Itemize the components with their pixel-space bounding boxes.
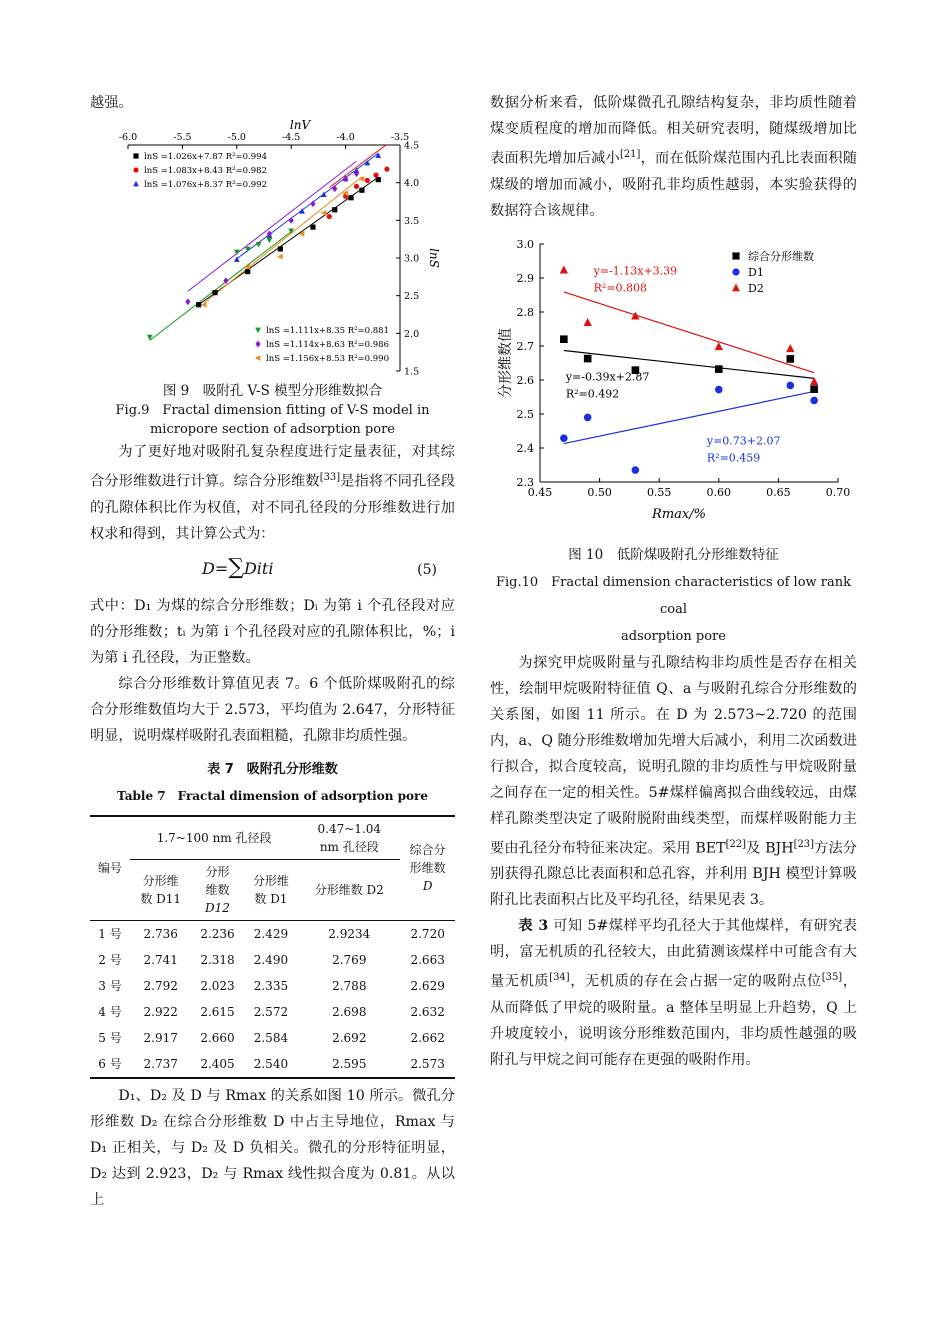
figure-10-caption-cn: 图 10 低阶煤吸附孔分形维数特征	[568, 546, 779, 563]
table-header-group1: 1.7~100 nm 孔径段	[130, 816, 298, 860]
legend-label: lnS =1.111x+8.35 R²=0.881	[266, 326, 389, 336]
y-tick-label: 2.5	[516, 407, 534, 421]
x-tick-label: 0.45	[527, 485, 553, 499]
table-cell: 6 号	[98, 1056, 122, 1071]
fit-r2: R²=0.808	[593, 281, 648, 295]
legend-label: D1	[748, 265, 764, 279]
table-cell: 2.236	[200, 926, 235, 941]
paragraph-table7-intro: 综合分形维数计算值见表 7。6 个低阶煤吸附孔的综合分形维数值均大于 2.573，平均值为 2.647，分形特征明显，说明煤样吸附孔表面粗糙，孔隙非均质性强。	[90, 675, 455, 744]
table-cell: 2.584	[253, 1030, 289, 1045]
table-cell: 2.023	[200, 978, 235, 993]
table-row	[90, 999, 455, 1025]
y-tick-label: 1.5	[404, 366, 420, 378]
y-tick-label: 2.7	[516, 339, 534, 353]
data-point	[185, 298, 190, 305]
data-point	[632, 466, 640, 474]
table-cell: 2.318	[200, 952, 235, 967]
table-cell: 2.788	[332, 978, 367, 993]
table-7-title-cn: 表 7 吸附孔分形维数	[207, 761, 338, 777]
equation-body: D=∑Diti	[202, 554, 274, 580]
paragraph-table3: 表 3 可知 5#煤样平均孔径大于其他煤样，有研究表明，富无机质的孔径较大，由此猜测该煤样中可能含有大量无机质[34]，无机质的存在会占据一定的吸附点位[35]，从而降低了甲烷的吸附量。a 整体呈明显上升趋势，Q 上升坡度较小，说明该分形维数范围内，非均质性越强的吸附孔与甲烷之间可能存在更强的吸附作用。	[490, 918, 858, 1069]
data-point	[560, 434, 568, 442]
data-point	[786, 344, 794, 352]
data-point	[560, 265, 568, 273]
data-point	[787, 381, 795, 389]
data-point	[256, 242, 262, 247]
legend-label: 综合分形维数	[748, 249, 814, 263]
x-tick-label: -3.5	[390, 132, 410, 143]
table-header-d2: 分形维数 D2	[314, 882, 384, 897]
data-point	[245, 269, 250, 274]
y-axis-label: lnS	[427, 248, 441, 268]
data-point	[584, 318, 592, 326]
table-7	[90, 815, 455, 1079]
data-point	[584, 413, 592, 421]
data-point	[332, 207, 337, 212]
paragraph-methane-adsorption: 为探究甲烷吸附量与孔隙结构非均质性是否存在相关性，绘制甲烷吸附特征值 Q、a 与吸附孔综合分形维数的关系图，如图 11 所示。在 D 为 2.573~2.720 的范围内，a、Q 随分形维数增加先增大后减小，利用二次函数进行拟合，拟合度较高，说明孔隙的非均质性与甲烷吸附量之间存在一定的相关性。5#煤样偏离拟合曲线较远，由煤样孔隙类型决定了吸附脱附曲线类型，而煤样吸附能力主要由孔径分布特征来决定。采用 BET[22]及 BJH[23]方法分别获得孔隙总比表面积和总孔容，并利用 BJH 模型计算吸附孔比表面积占比及平均孔径，结果见表 3。	[490, 654, 857, 909]
paragraph-continuation: 越强。	[90, 95, 133, 111]
table-cell: 2.792	[143, 978, 178, 993]
table-cell: 2.917	[143, 1030, 178, 1045]
paragraph-composite-fractal: 为了更好地对吸附孔复杂程度进行定量表征，对其综合分形维数进行计算。综合分形维数[33]是指将不同孔径段的孔隙体积比作为权值，对不同孔径段的分形维数进行加权求和得到，其计算公式为：	[90, 444, 455, 542]
paragraph-fig10-discussion: D₁、D₂ 及 D 与 Rmax 的关系如图 10 所示。微孔分形维数 D₂ 在综合分形维数 D 中占主导地位，Rmax 与 D₁ 正相关，与 D₂ 及 D 负相关。微孔的分形特征明显，D₂ 达到 2.923，D₂ 与 Rmax 线性拟合度为 0.81。从以上	[90, 1087, 455, 1208]
table-cell: 2.663	[410, 952, 445, 967]
data-point	[212, 290, 217, 295]
table-cell: 2.629	[410, 978, 445, 993]
x-tick-label: -4.5	[282, 132, 301, 143]
y-tick-label: 3.5	[404, 215, 420, 227]
fit-equation: y=0.73+2.07	[706, 434, 781, 448]
table-cell: 2.9234	[328, 926, 371, 941]
table-cell: 2.737	[143, 1056, 178, 1071]
legend-label: lnS =1.076x+8.37 R²=0.992	[144, 180, 267, 190]
data-point	[277, 254, 282, 260]
data-point	[715, 385, 723, 393]
legend-marker	[732, 252, 739, 259]
fit-equation: y=-0.39x+2.87	[565, 370, 650, 384]
legend-marker	[133, 167, 138, 172]
x-axis-label: lnV	[289, 118, 311, 132]
y-tick-label: 2.4	[516, 441, 534, 455]
x-tick-label: 0.55	[646, 485, 672, 499]
data-point	[310, 225, 315, 230]
data-point	[321, 210, 326, 216]
equation-5	[90, 547, 455, 593]
y-axis-label: 分形维数值	[498, 327, 514, 398]
fit-line	[204, 177, 362, 303]
table-cell: 2.662	[410, 1030, 445, 1045]
table-cell: 2.615	[200, 1004, 235, 1019]
figure-9-caption-en-1: Fig.9 Fractal dimension fitting of V-S model in	[115, 403, 430, 418]
y-tick-label: 3.0	[404, 253, 420, 265]
x-tick-label: -4.0	[336, 132, 355, 143]
legend-marker	[255, 341, 260, 348]
table-cell: 2.405	[200, 1056, 235, 1071]
figure-10-caption-en-1: Fig.10 Fractal dimension characteristics of low rank coal	[495, 574, 852, 617]
data-point	[267, 238, 273, 243]
fit-line	[564, 292, 814, 373]
x-tick-label: -6.0	[118, 132, 138, 143]
legend-label: lnS =1.083x+8.43 R²=0.982	[144, 166, 267, 176]
table-header-d11: 分形维 数 D11	[140, 873, 182, 906]
table-header-id: 编号	[97, 861, 122, 876]
data-point	[365, 178, 370, 183]
table-cell: 2.595	[332, 1056, 367, 1071]
x-tick-label: 0.50	[587, 485, 612, 499]
y-tick-label: 2.8	[516, 305, 534, 319]
fit-equation: y=-1.13x+3.39	[593, 264, 678, 278]
y-tick-label: 4.0	[404, 178, 420, 190]
table-cell: 3 号	[98, 978, 122, 993]
table-cell: 2.741	[143, 952, 178, 967]
fit-r2: R²=0.492	[565, 387, 620, 401]
legend-marker	[732, 268, 739, 275]
figure-9-chart	[90, 118, 455, 380]
y-tick-label: 4.5	[404, 140, 420, 152]
data-point	[560, 335, 568, 343]
fit-r2: R²=0.459	[706, 451, 761, 465]
table-cell: 2.698	[332, 1004, 367, 1019]
y-tick-label: 3.0	[516, 237, 534, 251]
x-axis-label: Rmax/%	[652, 506, 706, 522]
data-point	[715, 365, 723, 373]
figure-9-caption-cn: 图 9 吸附孔 V-S 模型分形维数拟合	[162, 383, 383, 399]
legend-label: lnS =1.156x+8.53 R²=0.990	[266, 354, 389, 364]
y-tick-label: 2.3	[516, 475, 534, 489]
data-point	[787, 355, 795, 363]
table-7-body	[90, 920, 455, 1078]
figure-10-caption-en-2: adsorption pore	[621, 628, 726, 644]
table-cell: 2.736	[143, 926, 178, 941]
x-tick-label: -5.0	[227, 132, 246, 143]
table-cell: 2.572	[253, 1004, 289, 1019]
table-row	[90, 1025, 455, 1051]
left-column	[90, 90, 455, 1213]
data-point	[332, 185, 337, 192]
figure-10-chart	[490, 236, 857, 536]
legend-label: lnS =1.114x+8.63 R²=0.986	[266, 340, 389, 350]
table-7-title-en: Table 7 Fractal dimension of adsorption pore	[116, 788, 428, 803]
y-tick-label: 2.9	[516, 271, 534, 285]
legend-label: D2	[748, 281, 764, 295]
table-cell: 2 号	[98, 952, 122, 967]
table-cell: 4 号	[98, 1004, 122, 1019]
y-tick-label: 2.0	[404, 328, 420, 340]
data-point	[327, 214, 332, 219]
table-cell: 2.692	[332, 1030, 367, 1045]
legend-marker	[255, 355, 260, 361]
table-cell: 2.632	[410, 1004, 445, 1019]
legend-label: lnS =1.026x+7.87 R²=0.994	[144, 152, 267, 162]
data-point	[278, 246, 283, 251]
table-header-d1: 分形维 数 D1	[252, 873, 289, 906]
table-cell: 2.922	[143, 1004, 178, 1019]
table-cell: 5 号	[98, 1030, 122, 1045]
x-tick-label: -5.5	[173, 132, 192, 143]
table-cell: 2.769	[332, 952, 367, 967]
x-tick-label: 0.60	[706, 485, 732, 499]
data-point	[196, 302, 201, 307]
data-point	[310, 200, 315, 207]
table-cell: 2.573	[410, 1056, 445, 1071]
table-row	[90, 1051, 455, 1078]
table-header-group2: 0.47~1.04 nm 孔径段	[298, 816, 400, 860]
legend-marker	[255, 328, 261, 333]
equation-number: (5)	[417, 561, 437, 578]
table-cell: 2.540	[253, 1056, 289, 1071]
paragraph-analysis: 数据分析来看，低阶煤微孔孔隙结构复杂，非均质性随着煤变质程度的增加而降低。相关研究表明，随煤级增加比表面积先增加后减小[21]，而在低阶煤范围内孔比表面积随煤级的增加而减小，吸附孔非均质性越弱，本实验获得的数据符合该规律。	[490, 95, 857, 219]
y-tick-label: 2.5	[404, 291, 420, 303]
data-point	[289, 217, 294, 224]
legend-marker	[133, 181, 139, 186]
table-cell: 2.429	[253, 926, 289, 941]
table-cell: 1 号	[98, 926, 122, 941]
table-row	[90, 920, 455, 947]
table-cell: 2.335	[253, 978, 289, 993]
figure-10-caption	[490, 542, 857, 650]
x-tick-label: 0.65	[766, 485, 791, 499]
data-point	[354, 184, 359, 189]
data-point	[810, 396, 818, 404]
data-point	[359, 188, 364, 193]
table-row	[90, 973, 455, 999]
x-tick-label: 0.70	[825, 485, 851, 499]
figure-9-caption	[90, 382, 455, 439]
legend-marker	[133, 153, 138, 158]
data-point	[348, 195, 353, 200]
figure-9-caption-en-2: micropore section of adsorption pore	[149, 422, 395, 437]
right-column	[490, 90, 857, 1073]
table-cell: 2.660	[200, 1030, 235, 1045]
legend-marker	[732, 283, 740, 291]
data-point	[584, 355, 592, 363]
data-point	[810, 385, 818, 393]
table-row	[90, 947, 455, 973]
paragraph-where: 式中：D₁ 为煤的综合分形维数；Dᵢ 为第 i 个孔径段对应的分形维数；tᵢ 为第 i 个孔径段对应的孔隙体积比，%；i 为第 i 孔径段，为正整数。	[90, 597, 455, 666]
table-cell: 2.720	[410, 926, 445, 941]
table-header-total: 综合分 形维数 D	[409, 843, 446, 894]
fit-line	[150, 232, 291, 341]
table-header-d12: 分形 维数 D12	[205, 864, 230, 915]
data-point	[373, 173, 378, 178]
table-cell: 2.490	[253, 952, 289, 967]
y-tick-label: 2.6	[516, 373, 534, 387]
data-point	[376, 177, 381, 182]
data-point	[384, 167, 389, 172]
